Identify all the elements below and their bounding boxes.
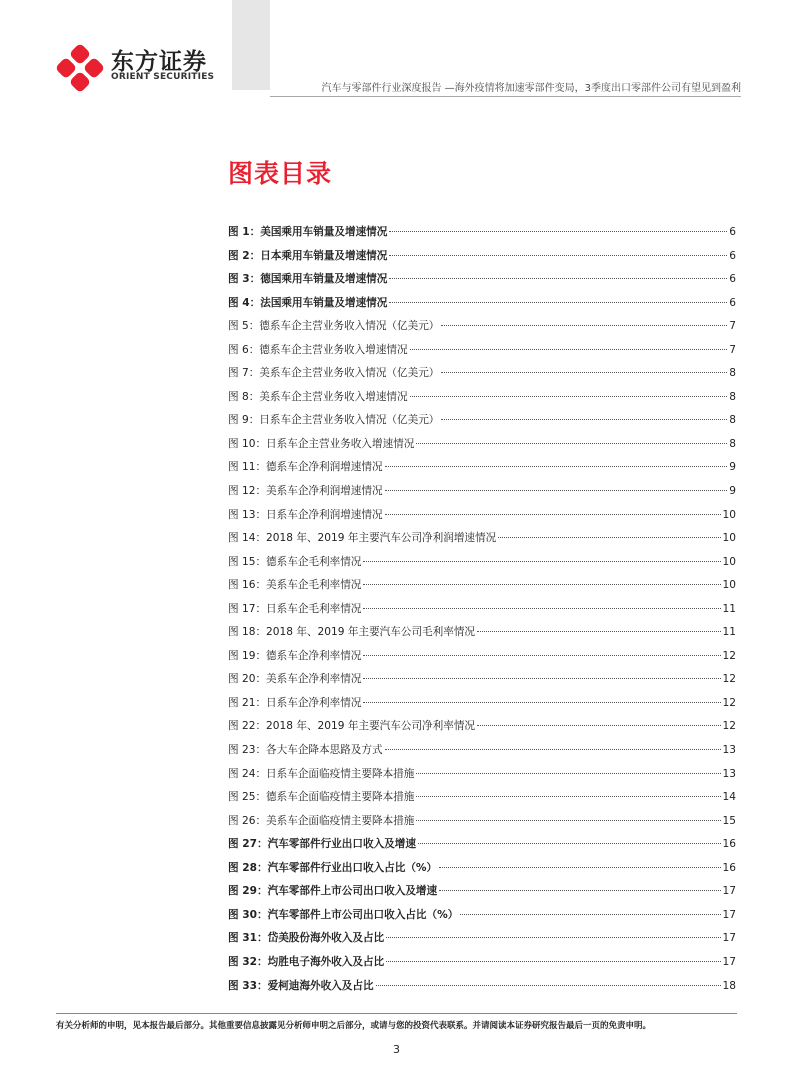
- toc-entry-page: 18: [722, 979, 736, 992]
- toc-entry-page: 8: [729, 367, 736, 380]
- orient-logo-icon: [56, 44, 104, 92]
- toc-dot-leader: [460, 914, 720, 915]
- toc-entry-label: 图 30：汽车零部件上市公司出口收入占比（%）: [228, 908, 459, 921]
- toc-entry-label: 图 13：日系车企净利润增速情况: [228, 508, 383, 521]
- toc-dot-leader: [389, 255, 727, 256]
- toc-dot-leader: [441, 419, 727, 420]
- toc-entry[interactable]: [228, 930, 736, 954]
- toc-dot-leader: [441, 372, 727, 373]
- toc-entry[interactable]: [228, 860, 736, 884]
- toc-entry[interactable]: [228, 248, 736, 272]
- toc-entry[interactable]: [228, 624, 736, 648]
- toc-dot-leader: [363, 561, 720, 562]
- toc-entry-page: 12: [722, 696, 736, 709]
- toc-entry[interactable]: [228, 601, 736, 625]
- toc-entry-label: 图 22：2018 年、2019 年主要汽车公司净利率情况: [228, 720, 476, 733]
- toc-entry-label: 图 21：日系车企净利率情况: [228, 696, 362, 709]
- toc-dot-leader: [385, 749, 721, 750]
- toc-dot-leader: [439, 867, 720, 868]
- toc-entry-page: 6: [729, 273, 736, 286]
- toc-entry-page: 8: [729, 437, 736, 450]
- toc-entry[interactable]: [228, 766, 736, 790]
- toc-entry[interactable]: [228, 813, 736, 837]
- toc-entry[interactable]: [228, 412, 736, 436]
- toc-entry-page: 17: [722, 885, 736, 898]
- toc-dot-leader: [477, 631, 721, 632]
- toc-dot-leader: [363, 655, 720, 656]
- toc-entry-label: 图 9：日系车企主营业务收入情况（亿美元）: [228, 414, 440, 427]
- toc-entry-label: 图 2：日本乘用车销量及增速情况: [228, 249, 388, 262]
- toc-entry-label: 图 25：德系车企面临疫情主要降本措施: [228, 791, 415, 804]
- footer-disclaimer: 有关分析师的申明，见本报告最后部分。其他重要信息披露见分析师申明之后部分，或请与您的投资代表联系。并请阅读本证券研究报告最后一页的免责申明。: [56, 1021, 652, 1031]
- toc-entry-label: 图 16：美系车企毛利率情况: [228, 579, 362, 592]
- toc-entry-label: 图 8：美系车企主营业务收入增速情况: [228, 390, 408, 403]
- toc-dot-leader: [410, 349, 728, 350]
- toc-entry[interactable]: [228, 907, 736, 931]
- toc-dot-leader: [363, 678, 720, 679]
- page-number: 3: [393, 1043, 400, 1056]
- toc-entry[interactable]: [228, 695, 736, 719]
- toc-entry-label: 图 33：爱柯迪海外收入及占比: [228, 979, 374, 992]
- toc-dot-leader: [389, 231, 727, 232]
- toc-dot-leader: [389, 302, 727, 303]
- toc-entry-label: 图 1：美国乘用车销量及增速情况: [228, 226, 388, 238]
- toc-entry-label: 图 26：美系车企面临疫情主要降本措施: [228, 814, 415, 827]
- toc-entry-label: 图 11：德系车企净利润增速情况: [228, 461, 383, 474]
- toc-entry-page: 7: [729, 320, 736, 333]
- toc-entry-label: 图 6：德系车企主营业务收入增速情况: [228, 343, 408, 356]
- toc-entry-page: 10: [722, 555, 736, 568]
- toc-entry[interactable]: [228, 554, 736, 578]
- toc-entry-page: 11: [722, 602, 736, 615]
- toc-entry[interactable]: [228, 318, 736, 342]
- toc-entry[interactable]: [228, 954, 736, 978]
- toc-entry-label: 图 4：法国乘用车销量及增速情况: [228, 296, 388, 309]
- toc-entry[interactable]: [228, 507, 736, 531]
- toc-entry-label: 图 5：德系车企主营业务收入情况（亿美元）: [228, 320, 440, 333]
- toc-entry-label: 图 28：汽车零部件行业出口收入占比（%）: [228, 861, 438, 874]
- toc-entry[interactable]: [228, 648, 736, 672]
- toc-entry-page: 13: [722, 744, 736, 757]
- toc-entry[interactable]: [228, 389, 736, 413]
- toc-dot-leader: [441, 325, 727, 326]
- toc-entry-label: 图 17：日系车企毛利率情况: [228, 602, 362, 615]
- toc-entry-label: 图 23：各大车企降本思路及方式: [228, 744, 383, 757]
- toc-entry[interactable]: [228, 789, 736, 813]
- toc-entry-page: 16: [722, 861, 736, 874]
- toc-entry-page: 6: [729, 296, 736, 309]
- toc-dot-leader: [385, 490, 728, 491]
- toc-entry[interactable]: [228, 459, 736, 483]
- toc-entry[interactable]: [228, 836, 736, 860]
- toc-dot-leader: [416, 820, 720, 821]
- logo-chinese-name: 东方证券: [111, 49, 207, 75]
- toc-entry[interactable]: [228, 224, 736, 248]
- toc-entry[interactable]: [228, 365, 736, 389]
- toc-dot-leader: [477, 725, 721, 726]
- toc-dot-leader: [498, 537, 720, 538]
- header-accent-bar: [232, 0, 270, 90]
- toc-entry-label: 图 18：2018 年、2019 年主要汽车公司毛利率情况: [228, 626, 476, 639]
- toc-entry-page: 8: [729, 414, 736, 427]
- toc-entry-label: 图 31：岱美股份海外收入及占比: [228, 932, 385, 945]
- toc-entry[interactable]: [228, 671, 736, 695]
- toc-dot-leader: [385, 466, 728, 467]
- toc-dot-leader: [389, 278, 727, 279]
- company-logo: [56, 40, 236, 92]
- toc-dot-leader: [386, 961, 720, 962]
- toc-entry[interactable]: [228, 718, 736, 742]
- toc-entry-page: 17: [722, 908, 736, 921]
- toc-entry[interactable]: [228, 530, 736, 554]
- toc-entry-label: 图 29：汽车零部件上市公司出口收入及增速: [228, 885, 438, 898]
- toc-entry-label: 图 12：美系车企净利润增速情况: [228, 485, 383, 498]
- toc-entry-page: 12: [722, 673, 736, 686]
- toc-entry-page: 12: [722, 649, 736, 662]
- toc-dot-leader: [439, 890, 720, 891]
- toc-entry-label: 图 24：日系车企面临疫情主要降本措施: [228, 767, 415, 780]
- toc-entry-page: 6: [729, 249, 736, 262]
- toc-entry-label: 图 15：德系车企毛利率情况: [228, 555, 362, 568]
- section-title: 图表目录: [228, 159, 333, 188]
- toc-entry-label: 图 14：2018 年、2019 年主要汽车公司净利润增速情况: [228, 532, 497, 545]
- toc-entry-label: 图 27：汽车零部件行业出口收入及增速: [228, 838, 416, 851]
- toc-dot-leader: [385, 514, 721, 515]
- toc-entry-page: 13: [722, 767, 736, 780]
- toc-entry[interactable]: [228, 742, 736, 766]
- toc-entry[interactable]: [228, 883, 736, 907]
- toc-entry-page: 12: [722, 720, 736, 733]
- toc-dot-leader: [363, 608, 720, 609]
- toc-entry[interactable]: [228, 295, 736, 319]
- footer-divider: [56, 1013, 737, 1014]
- toc-dot-leader: [410, 396, 728, 397]
- toc-dot-leader: [416, 796, 720, 797]
- logo-english-name: ORIENT SECURITIES: [111, 72, 215, 82]
- toc-dot-leader: [416, 443, 727, 444]
- toc-entry-page: 9: [729, 461, 736, 474]
- toc-entry[interactable]: [228, 271, 736, 295]
- toc-entry-label: 图 32：均胜电子海外收入及占比: [228, 955, 385, 968]
- toc-entry[interactable]: [228, 483, 736, 507]
- toc-entry-page: 10: [722, 508, 736, 521]
- toc-entry[interactable]: [228, 577, 736, 601]
- toc-entry[interactable]: [228, 342, 736, 366]
- toc-entry-page: 11: [722, 626, 736, 639]
- toc-dot-leader: [416, 773, 720, 774]
- toc-entry-page: 16: [722, 838, 736, 851]
- toc-entry-page: 10: [722, 579, 736, 592]
- figure-table-of-contents: [228, 224, 736, 1001]
- header-divider: [270, 96, 741, 97]
- toc-entry[interactable]: [228, 436, 736, 460]
- toc-entry-page: 14: [722, 791, 736, 804]
- toc-dot-leader: [418, 843, 721, 844]
- toc-dot-leader: [386, 937, 720, 938]
- toc-dot-leader: [363, 584, 720, 585]
- toc-entry-page: 7: [729, 343, 736, 356]
- toc-entry[interactable]: [228, 978, 736, 1002]
- toc-entry-page: 6: [729, 226, 736, 238]
- toc-entry-page: 8: [729, 390, 736, 403]
- toc-entry-page: 15: [722, 814, 736, 827]
- toc-entry-page: 17: [722, 955, 736, 968]
- toc-entry-label: 图 3：德国乘用车销量及增速情况: [228, 273, 388, 286]
- toc-entry-label: 图 10：日系车企主营业务收入增速情况: [228, 437, 415, 450]
- toc-entry-label: 图 7：美系车企主营业务收入情况（亿美元）: [228, 367, 440, 380]
- toc-dot-leader: [363, 702, 720, 703]
- report-title: 汽车与零部件行业深度报告 —海外疫情将加速零部件变局，3季度出口零部件公司有望见到盈利: [321, 83, 741, 94]
- toc-entry-page: 10: [722, 532, 736, 545]
- toc-entry-label: 图 19：德系车企净利率情况: [228, 649, 362, 662]
- toc-entry-page: 9: [729, 485, 736, 498]
- toc-entry-page: 17: [722, 932, 736, 945]
- toc-entry-label: 图 20：美系车企净利率情况: [228, 673, 362, 686]
- toc-dot-leader: [376, 985, 721, 986]
